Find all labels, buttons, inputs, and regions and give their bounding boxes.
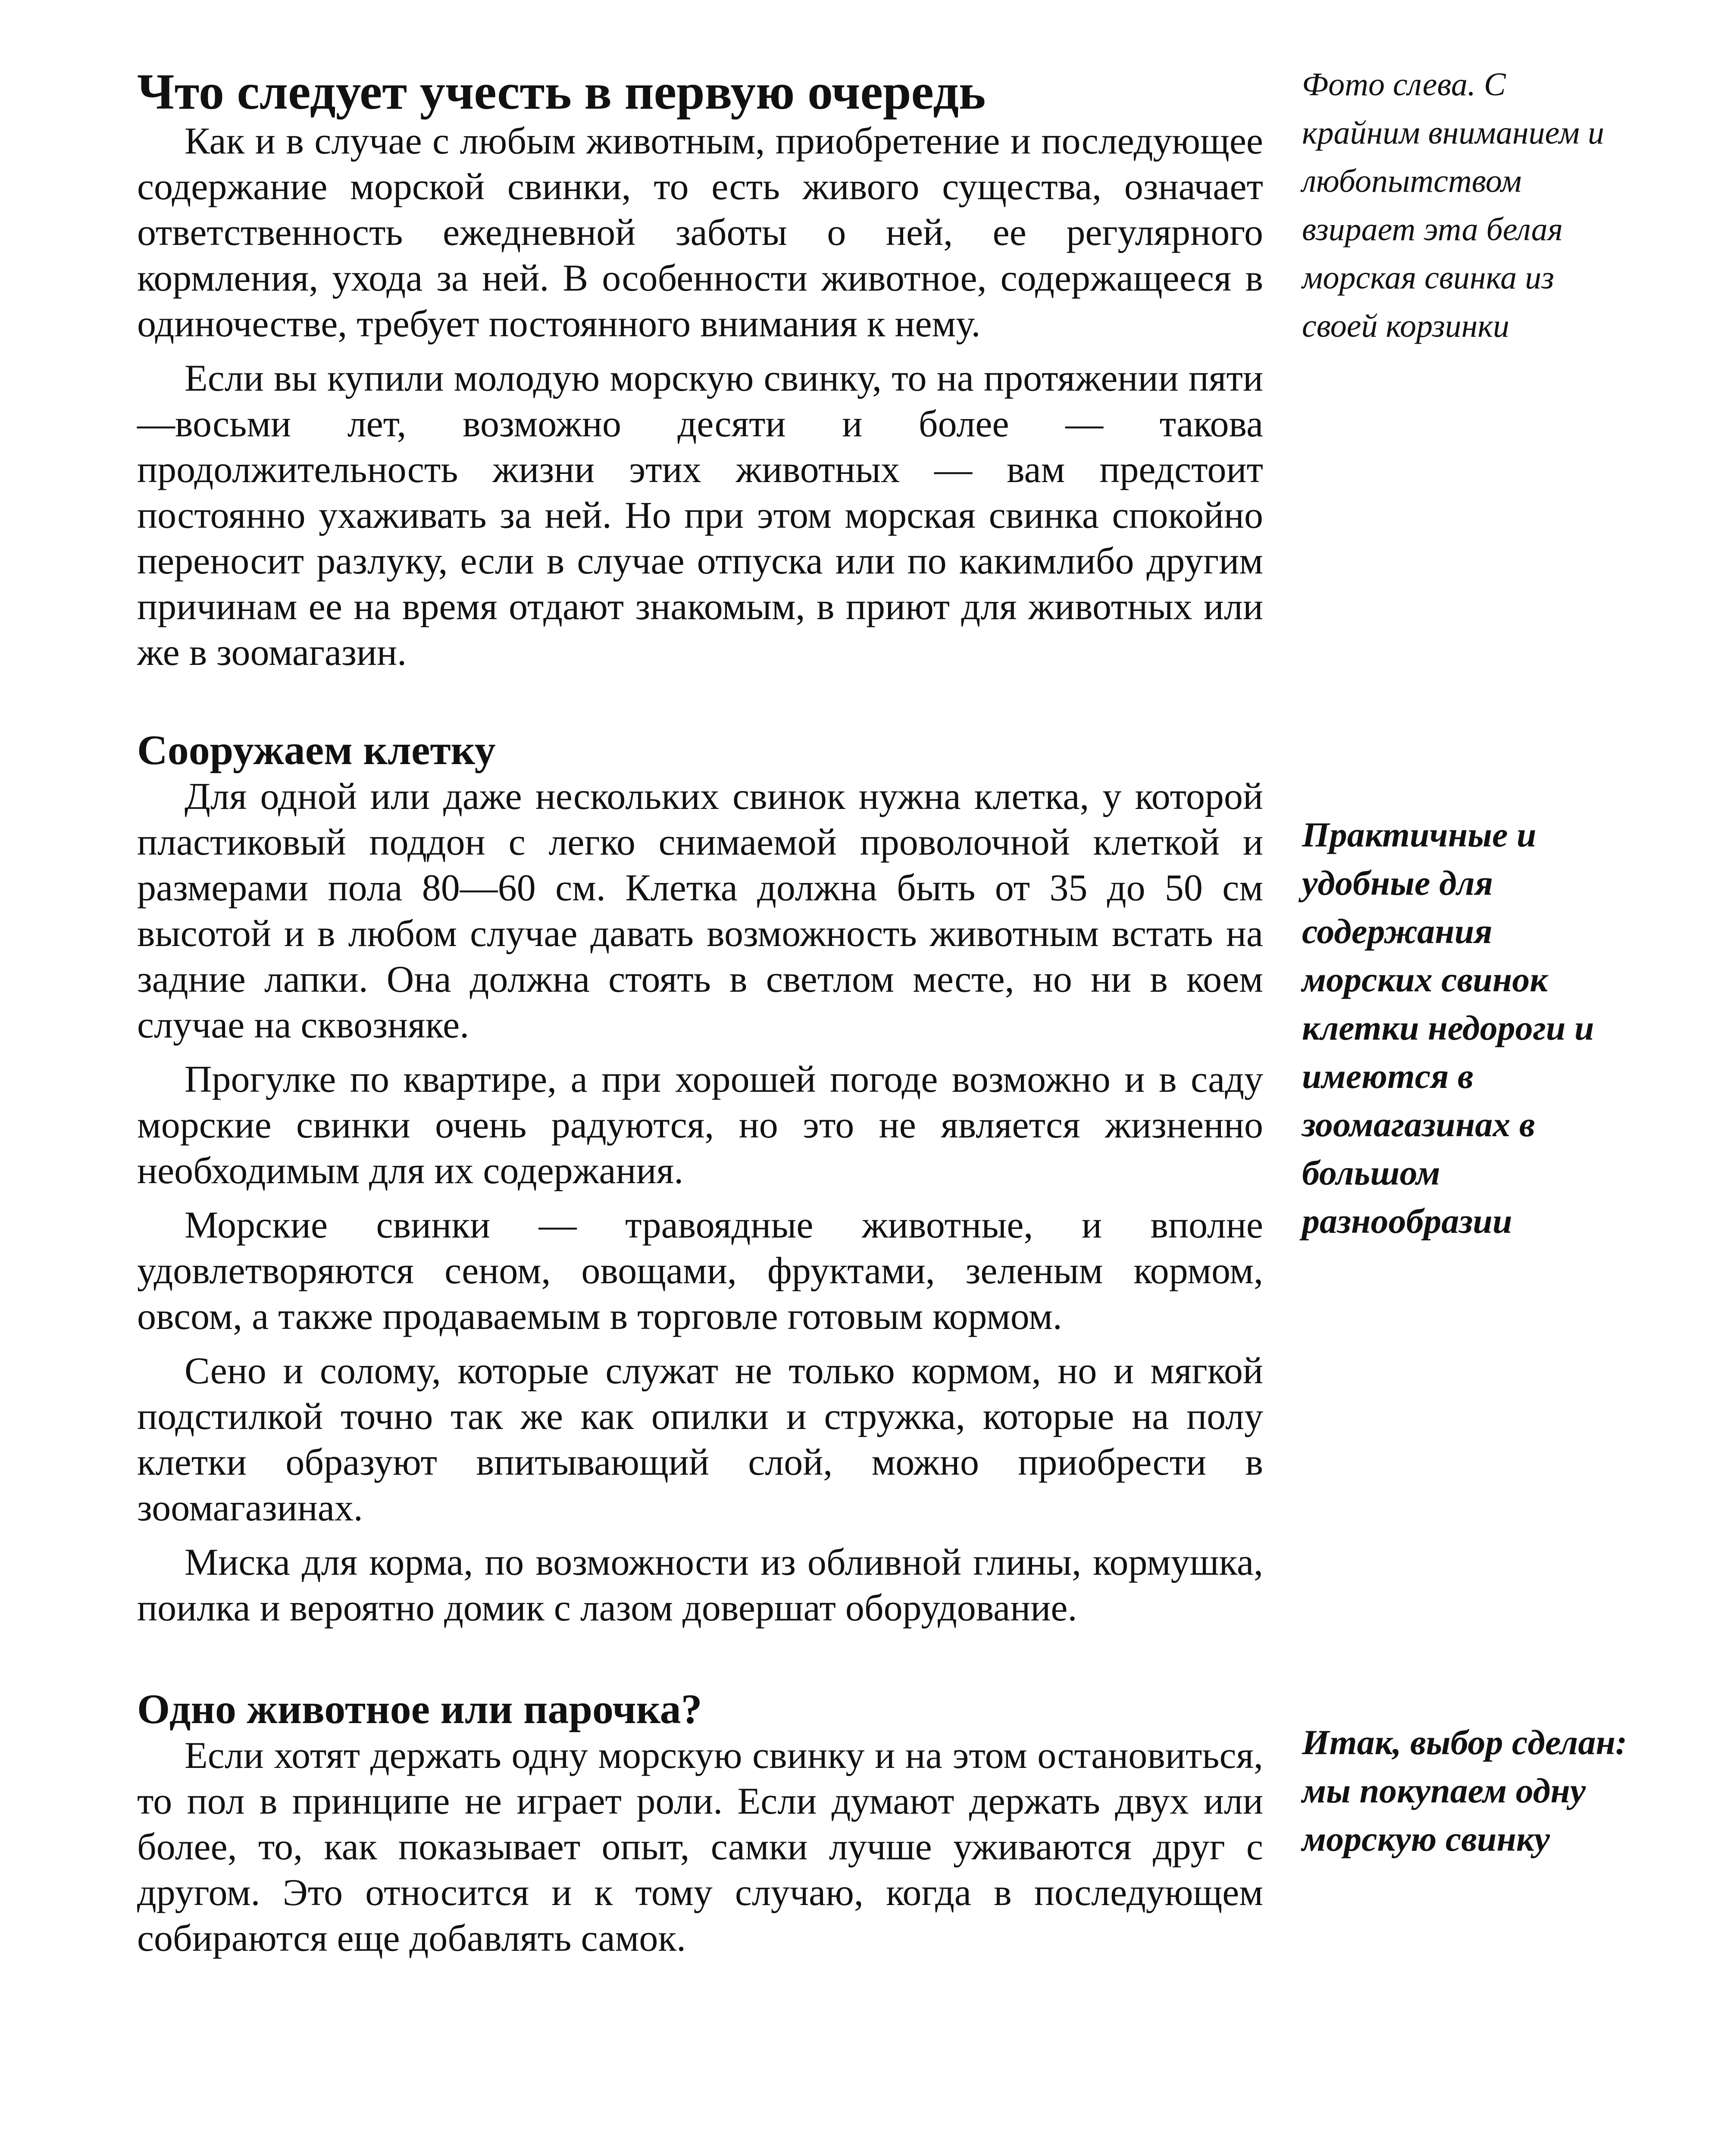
paragraph-equipment: Миска для корма, по возможности из обливной глины, кормушка, поилка и вероятно домик с лазом довершат оборудование. — [137, 1542, 1263, 1629]
paragraph-cage-size: Для одной или даже нескольких свинок нужна клетка, у которой пластиковый поддон с легко снимаемой проволочной клеткой и размерами пола 80—60 см. Клетка должна быть от 35 до 50 см высотой и в любом случае давать возможность животным встать на задние лапки. Она должна стоять в светлом месте, но ни в коем случае на сквозняке. — [137, 776, 1263, 1046]
paragraph-responsibility: Как и в случае с любым животным, приобретение и последующее содержание морской свинки, то есть живого существа, означает ответственность ежедневной заботы о ней, ее регулярного кормления, ухода за ней. В особенности животное, содержащееся в одиночестве, требует постоянного внимания к нему. — [137, 120, 1263, 345]
paragraph-bedding: Сено и солому, которые служат не только кормом, но и мягкой подстилкой точно так же как опилки и стружка, которые на полу клетки образуют впитывающий слой, можно приобрести в зоомагазинах. — [137, 1350, 1263, 1529]
sidebar-note-choice — [1302, 1718, 1630, 1863]
paragraph-sex-choice: Если хотят держать одну морскую свинку и на этом остановиться, то пол в принципе не играет роли. Если думают держать двух или более, то, как показывает опыт, самки лучше уживаются друг с другом. Это относится и к тому случаю, когда в последующем собираются еще добавлять самок. — [137, 1735, 1263, 1959]
section-title-cage: Сооружаем клетку — [137, 727, 496, 774]
note-cages-text: Практичные и удобные для содержания морских свинок клетки недороги и имеются в зоомагазинах в большом разнообразии — [1302, 815, 1594, 1241]
main-text-column — [137, 65, 1263, 1962]
paragraph-lifespan: Если вы купили молодую морскую свинку, то на протяжении пяти—восьми лет, возможно десяти и более — такова продолжительность жизни этих животных — вам предстоит постоянно ухаживать за ней. Но при этом морская свинка спокойно переносит разлуку, если в случае отпуска или по какимлибо другим причинам ее на время отдают знакомым, в приют для животных или же в зоомагазин. — [137, 357, 1263, 674]
note-choice-text: Итак, выбор сделан: мы покупаем одну морскую свинку — [1302, 1723, 1627, 1858]
sidebar-caption-photo — [1302, 60, 1630, 350]
paragraph-walks: Прогулке по квартире, а при хорошей погоде возможно и в саду морские свинки очень радуются, но это не является жизненно необходимым для их содержания. — [137, 1059, 1263, 1192]
paragraph-diet: Морские свинки — травоядные животные, и вполне удовлетворяются сеном, овощами, фруктами, зеленым кормом, овсом, а также продаваемым в торговле готовым кормом. — [137, 1204, 1263, 1338]
caption-photo-text: Фото слева. С крайним вниманием и любопытством взирает эта белая морская свинка из своей корзинки — [1302, 66, 1604, 344]
section-title-first-steps: Что следует учесть в первую очередь — [137, 63, 986, 120]
sidebar-note-cages — [1302, 811, 1630, 1245]
section-title-one-or-pair: Одно животное или парочка? — [137, 1686, 702, 1733]
